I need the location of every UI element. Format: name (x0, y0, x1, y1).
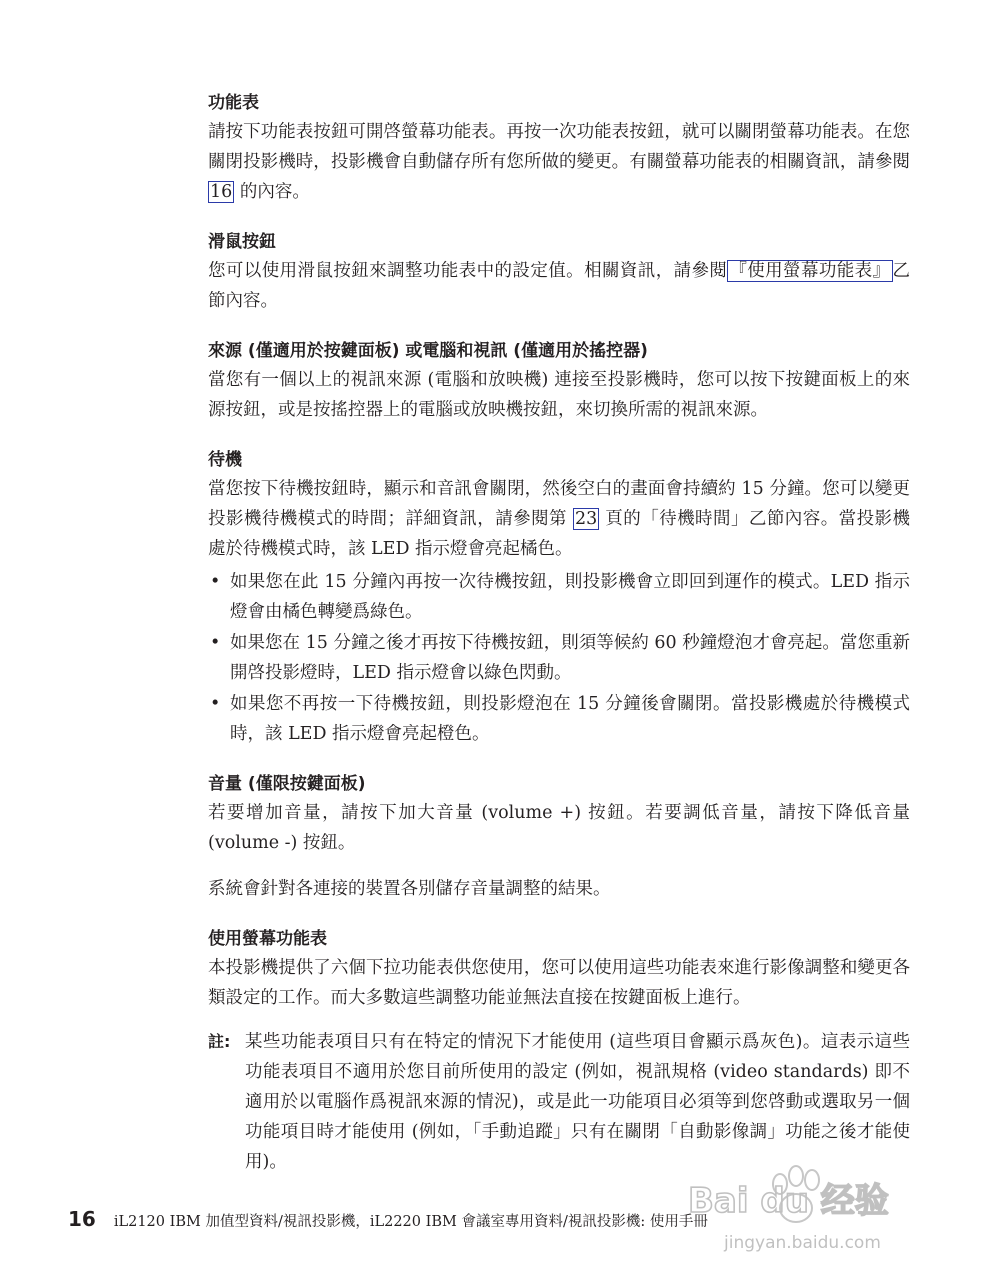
list-item: • 如果您在此 15 分鐘內再按一次待機按鈕，則投影機會立即回到運作的模式。LED 指示燈會由橘色轉變爲綠色。 (208, 567, 910, 627)
bullet-icon: • (210, 572, 221, 592)
paragraph-osd: 本投影機提供了六個下拉功能表供您使用，您可以使用這些功能表來進行影像調整和變更各類設定的工作。而大多數這些調整功能並無法直接在按鍵面板上進行。 (208, 958, 910, 1008)
bullet-icon: • (210, 694, 221, 714)
heading-menu: 功能表 (208, 93, 259, 113)
heading-standby: 待機 (208, 450, 242, 470)
bullet-icon: • (210, 633, 221, 653)
baidu-jingyan-watermark (684, 1150, 934, 1260)
section-osd (208, 926, 910, 1177)
paragraph-source: 當您有一個以上的視訊來源 (電腦和放映機) 連接至投影機時，您可以按下按鍵面板上的來源按鈕，或是按搖控器上的電腦或放映機按鈕，來切換所需的視訊來源。 (208, 370, 910, 420)
link-use-osd-menu[interactable]: 『使用螢幕功能表』 (729, 261, 891, 281)
page-link-23[interactable]: 23 (575, 509, 598, 529)
section-volume (208, 771, 910, 904)
watermark-url: jingyan.baidu.com (724, 1233, 881, 1253)
note-text: 某些功能表項目只有在特定的情況下才能使用 (這些項目會顯示爲灰色)。這表示這些功能表項目不適用於您目前所使用的設定 (例如，視訊規格 (video standards) 即不適用於以電腦作爲視訊來源的情況)，或是此一功能項目必須等到您啓動或選取另一個功能項目時才能使用 (例如，「手動追蹤」只有在關閉「自動影像調」功能之後才能使用)。 (245, 1032, 910, 1172)
note-label: 註: (208, 1032, 231, 1051)
paragraph-mouse: 您可以使用滑鼠按鈕來調整功能表中的設定值。相關資訊，請參閱 『使用螢幕功能表』 乙節內容。 (208, 261, 910, 311)
heading-volume: 音量 (僅限按鍵面板) (208, 774, 366, 794)
standby-bullet-list (208, 567, 910, 749)
list-item: • 如果您在 15 分鐘之後才再按下待機按鈕，則須等候約 60 秒鐘燈泡才會亮起。當您重新開啓投影燈時，LED 指示燈會以綠色閃動。 (208, 628, 910, 688)
paragraph-standby: 當您按下待機按鈕時，顯示和音訊會關閉，然後空白的畫面會持續約 15 分鐘。您可以變更投影機待機模式的時間；詳細資訊，請參閱第 23 頁的「待機時間」乙節內容。當投影機處於待機模式時，該 LED 指示燈會亮起橘色。 (208, 479, 911, 559)
heading-osd: 使用螢幕功能表 (208, 929, 327, 949)
heading-source: 來源 (僅適用於按鍵面板) 或電腦和視訊 (僅適用於搖控器) (208, 341, 648, 361)
section-standby (208, 447, 910, 749)
list-item: • 如果您不再按一下待機按鈕，則投影燈泡在 15 分鐘後會關閉。當投影機處於待機模式時，該 LED 指示燈會亮起橙色。 (208, 689, 910, 749)
watermark-brand: Bai du 经验 (688, 1181, 889, 1221)
page-number: 16 (68, 1207, 96, 1231)
heading-mouse: 滑鼠按鈕 (208, 232, 276, 252)
page-link-16[interactable]: 16 (210, 182, 233, 202)
section-menu (208, 90, 910, 207)
paragraph-volume-storage: 系統會針對各連接的裝置各別儲存音量調整的結果。 (208, 879, 611, 899)
section-mouse (208, 229, 910, 316)
document-page (208, 90, 910, 1199)
paragraph-menu: 請按下功能表按鈕可開啓螢幕功能表。再按一次功能表按鈕，就可以關閉螢幕功能表。在您關閉投影機時，投影機會自動儲存所有您所做的變更。有關螢幕功能表的相關資訊，請參閱 16 的內容。 (208, 122, 910, 202)
footer-title: iL2120 IBM 加值型資料/視訊投影機，iL2220 IBM 會議室專用資料/視訊投影機: 使用手冊 (113, 1214, 708, 1230)
paragraph-volume: 若要增加音量，請按下加大音量 (volume +) 按鈕。若要調低音量，請按下降低音量 (volume -) 按鈕。 (208, 803, 910, 853)
section-source (208, 338, 910, 425)
